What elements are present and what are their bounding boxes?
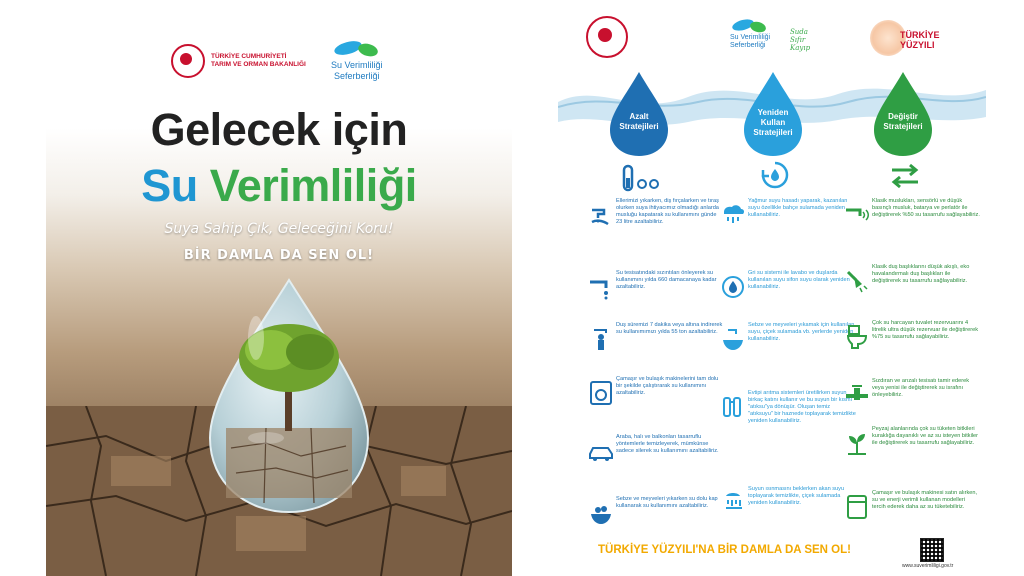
- campaign-logo: [331, 38, 383, 82]
- ministry-emblem-icon: [586, 16, 628, 58]
- faucet-hand-icon: [588, 202, 614, 228]
- item-text: Ellerimizi yıkarken, diş fırçalarken ve tıraş olurken suya ihtiyacımız olmadığı anlarda musluğu kapatarak su kullanımını günde 23 litre azaltabiliriz.: [616, 198, 719, 225]
- campaign-line2: Seferberliği: [730, 42, 766, 49]
- item-text: Çok su harcayan tuvalet rezervuarını 4 litrelik ultra düşük rezervuar ile değiştirerek %75 su tasarrufu sağlayabiliriz.: [872, 320, 979, 340]
- item-text: Çamaşır ve bulaşık makinesi satın alırken, su ve enerji verimli kullanan modelleri tercih ederek daha az su tüketebiliriz.: [872, 490, 978, 510]
- swap-arrows-icon: [888, 162, 922, 190]
- water-drop-tree-icon: [206, 278, 372, 514]
- car-wash-icon: [588, 438, 614, 464]
- website-url[interactable]: www.suverimliligi.gov.tr: [902, 563, 954, 569]
- item-text: Yağmur suyu hasadı yaparak, kazanılan suyu özellikle bahçe sulamada yeniden kullanabiliriz.: [748, 198, 848, 218]
- item-text: Sebze ve meyveleri yıkarken su dolu kap kullanarak su kullanımını azaltabiliriz.: [616, 496, 718, 509]
- item-text: Su tesisatındaki sızıntıları önleyerek su kullanımını yılda 660 damacanaya kadar azaltabiliriz.: [616, 270, 717, 290]
- ministry-logo: [171, 44, 306, 78]
- left-logos: [46, 36, 512, 86]
- badge-yeniden-line2: Kullan: [760, 118, 786, 127]
- turkiye-line2: YÜZYILI: [900, 40, 935, 50]
- washing-machine-icon: [588, 380, 614, 406]
- sub-line2: Sıfır Kayıp: [790, 36, 811, 52]
- item-text: Peyzaj alanlarında çok su tüketen bitkileri kuraklığa dayanıklı ve az su isteyen bitkiler ile değiştirerek su tasarrufu sağlayabiliriz.: [872, 426, 979, 446]
- ministry-line1: TÜRKİYE CUMHURİYETİ: [211, 53, 287, 60]
- badge-yeniden-line3: Stratejileri: [753, 128, 793, 137]
- poster-slogan: Suya Sahip Çık, Geleceğini Koru!: [164, 221, 394, 237]
- left-poster: [46, 16, 512, 576]
- item-text: Araba, halı ve balkonları tasarruflu yöntemlerle temizleyerek, mümkünse sadece silerek su kullanımını azaltabiliriz.: [616, 434, 719, 454]
- campaign-line1: Su Verimliliği: [331, 60, 383, 70]
- ministry-emblem-icon: [171, 44, 205, 78]
- turkiye-line1: TÜRKİYE: [900, 30, 940, 40]
- qr-code-icon[interactable]: [920, 538, 944, 562]
- rain-harvest-icon: [720, 202, 746, 228]
- badge-yeniden-line1: Yeniden: [757, 108, 789, 117]
- item-text: Çamaşır ve bulaşık makinelerini tam dolu bir şekilde çalıştırarak su kullanımını azaltabiliriz.: [616, 376, 719, 396]
- reduce-gauge-icon: [622, 164, 662, 192]
- badge-degistir-line1: Değiştir: [888, 112, 918, 121]
- recycle-drop-icon: [760, 160, 790, 190]
- plant-sprout-icon: [844, 430, 870, 456]
- water-drops-logo-icon: [730, 16, 770, 34]
- badge-degistir-line2: Stratejileri: [883, 122, 923, 131]
- leaking-pipe-icon: [588, 274, 614, 300]
- pipe-valve-icon: [844, 382, 870, 408]
- toilet-icon: [844, 324, 870, 350]
- sink-basin-icon: [720, 326, 746, 352]
- item-text: Klasik muslukları, sensörlü ve düşük basınçlı musluk, batarya ve perlatör ile değiştirerek %50 su tasarrufu sağlayabiliriz.: [872, 198, 980, 218]
- badge-yeniden-kullan: [740, 70, 806, 158]
- vegetable-bowl-icon: [588, 500, 614, 526]
- item-text: Gri su sistemi ile lavabo ve duşlarda kullanılan suyu sifon suyu olarak yeniden kullanabiliriz.: [748, 270, 850, 290]
- campaign-line1: Su Verimliliği: [730, 34, 771, 41]
- right-poster: [558, 0, 986, 576]
- badge-azalt: [606, 70, 672, 158]
- title-word-su: Su: [141, 160, 198, 211]
- footer-slogan: TÜRKİYE YÜZYILI'NA BİR DAMLA DA SEN OL!: [598, 544, 851, 556]
- badge-azalt-line2: Stratejileri: [619, 122, 659, 131]
- shower-drops-icon: [720, 490, 746, 516]
- shower-head-icon: [844, 268, 870, 294]
- title-word-verimliligi: Verimliliği: [209, 160, 417, 211]
- poster-call-to-action: BİR DAMLA DA SEN OL!: [183, 248, 375, 263]
- shower-person-icon: [588, 326, 614, 352]
- recycle-drop-icon: [720, 274, 746, 300]
- poster-title-line1: Gelecek için: [150, 104, 408, 155]
- campaign-logo: [730, 16, 820, 50]
- sensor-faucet-icon: [844, 202, 870, 228]
- water-filter-icon: [720, 394, 746, 420]
- badge-azalt-line1: Azalt: [629, 112, 649, 121]
- right-logos: [558, 8, 986, 68]
- poster-title-line2: [46, 160, 512, 212]
- item-text: Duş süremizi 7 dakika veya altına indirerek su kullanımımızı yılda 55 ton azaltabiliriz.: [616, 322, 723, 335]
- item-text: Klasik duş başlıklarını düşük akışlı, eko havalandırmalı duş başlıkları ile değiştirerek su tasarrufu sağlayabiliriz.: [872, 264, 970, 284]
- campaign-line2: Seferberliği: [334, 71, 380, 81]
- sub-line1: Suda: [790, 28, 808, 36]
- item-text: Evtipi arıtma sistemleri üretilirken suyun birkaç katını kullanır ve bu suyun bir kısmı "atıksu"ya dönüşür. Oluşan temiz "atıksuyu" bir haznede toplayarak temizlikte yeniden kullanabiliriz.: [748, 390, 856, 424]
- ministry-line2: TARIM VE ORMAN BAKANLIĞI: [211, 61, 306, 68]
- dishwasher-icon: [844, 494, 870, 520]
- badge-degistir: [870, 70, 936, 158]
- item-text: Sebze ve meyveleri yıkamak için kullanılan suyu, çiçek sulamada vb. yerlerde yeniden kullanabiliriz.: [748, 322, 855, 342]
- item-text: Sızdıran ve arızalı tesisatı tamir ederek veya yenisi ile değiştirerek su israfını önleyebiliriz.: [872, 378, 969, 398]
- water-drops-logo-icon: [332, 38, 382, 60]
- item-text: Suyun ısınmasını beklerken akan suyu toplayarak temizlikte, çiçek sulamada yeniden kullanabiliriz.: [748, 486, 845, 506]
